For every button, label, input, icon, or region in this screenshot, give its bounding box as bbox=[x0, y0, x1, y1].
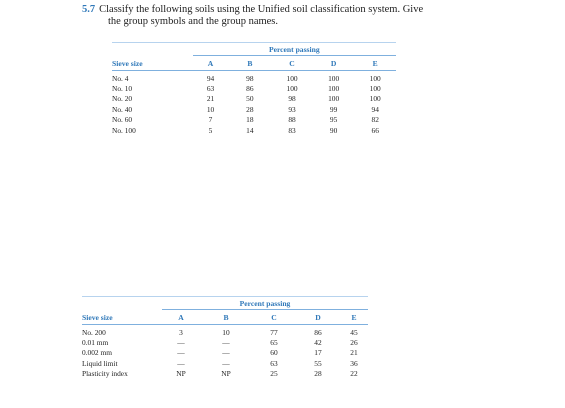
cell-d: 17 bbox=[314, 348, 322, 358]
column-header-b: B bbox=[223, 312, 229, 322]
cell-a: 21 bbox=[206, 94, 215, 104]
row-label: Liquid limit bbox=[82, 358, 118, 368]
cell-a: 63 bbox=[206, 84, 215, 94]
table-row bbox=[112, 83, 396, 93]
column-header-b: B bbox=[247, 58, 253, 68]
problem-text-1: Classify the following soils using the Unified soil classification system. Give bbox=[99, 4, 424, 15]
column-header-a: A bbox=[178, 312, 184, 322]
cell-d: 99 bbox=[329, 104, 338, 114]
cell-c: 83 bbox=[288, 125, 296, 135]
cell-c: 100 bbox=[286, 84, 298, 94]
table-row bbox=[82, 358, 368, 368]
row-label: No. 100 bbox=[112, 125, 136, 135]
row-label: No. 60 bbox=[112, 115, 133, 125]
column-header-d: D bbox=[330, 58, 337, 68]
cell-a: 5 bbox=[208, 125, 213, 135]
problem-number: 5.7 bbox=[82, 4, 96, 15]
column-header-c: C bbox=[271, 312, 277, 322]
cell-c: 98 bbox=[288, 94, 296, 104]
cell-b: 98 bbox=[246, 73, 254, 83]
sieve-size-header: Sieve size bbox=[112, 58, 143, 68]
row-label: No. 10 bbox=[112, 84, 133, 94]
problem-statement bbox=[82, 4, 552, 28]
row-label: 0.002 mm bbox=[82, 348, 112, 358]
cell-e: 100 bbox=[369, 84, 381, 94]
column-header-e: E bbox=[351, 312, 357, 322]
table-row bbox=[112, 73, 396, 83]
cell-b: 14 bbox=[246, 125, 254, 135]
sieve-table-2 bbox=[82, 296, 368, 379]
cell-a: 10 bbox=[206, 104, 215, 114]
cell-a: — bbox=[177, 358, 185, 368]
cell-d: 100 bbox=[328, 94, 340, 104]
cell-b: — bbox=[222, 348, 230, 358]
cell-b: — bbox=[222, 338, 230, 348]
table-row bbox=[112, 115, 396, 125]
column-header-e: E bbox=[372, 58, 378, 68]
cell-e: 94 bbox=[371, 104, 379, 114]
cell-d: 95 bbox=[329, 115, 338, 125]
table-row bbox=[112, 94, 396, 104]
cell-c: 88 bbox=[288, 115, 296, 125]
sieve-table-2-grid bbox=[82, 296, 368, 379]
row-label: No. 200 bbox=[82, 327, 106, 337]
cell-e: 21 bbox=[350, 348, 358, 358]
sieve-table-1 bbox=[112, 42, 396, 135]
cell-a: 94 bbox=[206, 73, 215, 83]
cell-b: — bbox=[222, 358, 230, 368]
table-row bbox=[112, 125, 396, 135]
cell-e: 66 bbox=[371, 125, 379, 135]
cell-e: 100 bbox=[369, 73, 381, 83]
column-header-d: D bbox=[315, 312, 321, 322]
cell-b: 86 bbox=[246, 84, 254, 94]
column-header-a: A bbox=[207, 58, 214, 68]
cell-a: NP bbox=[176, 369, 186, 379]
cell-b: 50 bbox=[246, 94, 254, 104]
cell-d: 100 bbox=[328, 84, 340, 94]
cell-d: 100 bbox=[328, 73, 340, 83]
table-row bbox=[82, 369, 368, 379]
row-label: No. 20 bbox=[112, 94, 133, 104]
table-row bbox=[82, 337, 368, 347]
cell-c: 77 bbox=[270, 327, 278, 337]
sieve-size-header: Sieve size bbox=[82, 312, 113, 322]
cell-d: 42 bbox=[314, 338, 322, 348]
cell-d: 55 bbox=[314, 358, 322, 368]
cell-b: 18 bbox=[246, 115, 254, 125]
cell-c: 63 bbox=[270, 358, 278, 368]
row-label: 0.01 mm bbox=[82, 338, 109, 348]
cell-d: 90 bbox=[329, 125, 338, 135]
row-label: No. 4 bbox=[112, 73, 129, 83]
cell-e: 36 bbox=[350, 358, 358, 368]
cell-d: 86 bbox=[314, 327, 322, 337]
cell-e: 45 bbox=[350, 327, 358, 337]
sieve-table-1-grid bbox=[112, 42, 396, 135]
cell-c: 25 bbox=[270, 369, 278, 379]
cell-c: 93 bbox=[288, 104, 296, 114]
cell-a: 7 bbox=[208, 115, 213, 125]
percent-passing-header: Percent passing bbox=[239, 298, 291, 308]
cell-e: 26 bbox=[350, 338, 358, 348]
cell-d: 28 bbox=[314, 369, 322, 379]
cell-a: — bbox=[177, 348, 185, 358]
problem-line-1 bbox=[82, 4, 552, 16]
cell-a: 3 bbox=[179, 327, 183, 337]
cell-b: 10 bbox=[222, 327, 230, 337]
table-row bbox=[82, 327, 368, 337]
cell-b: NP bbox=[221, 369, 231, 379]
row-label: Plasticity index bbox=[82, 369, 128, 379]
cell-c: 100 bbox=[286, 73, 298, 83]
cell-e: 22 bbox=[350, 369, 358, 379]
column-header-c: C bbox=[289, 58, 295, 68]
table-row bbox=[82, 348, 368, 358]
row-label: No. 40 bbox=[112, 104, 133, 114]
cell-b: 28 bbox=[246, 104, 254, 114]
cell-c: 60 bbox=[270, 348, 278, 358]
cell-e: 100 bbox=[369, 94, 381, 104]
percent-passing-header: Percent passing bbox=[268, 44, 320, 54]
cell-c: 65 bbox=[270, 338, 278, 348]
table-row bbox=[112, 104, 396, 114]
cell-e: 82 bbox=[371, 115, 379, 125]
cell-a: — bbox=[177, 338, 185, 348]
problem-line-2: the group symbols and the group names. bbox=[108, 16, 279, 27]
